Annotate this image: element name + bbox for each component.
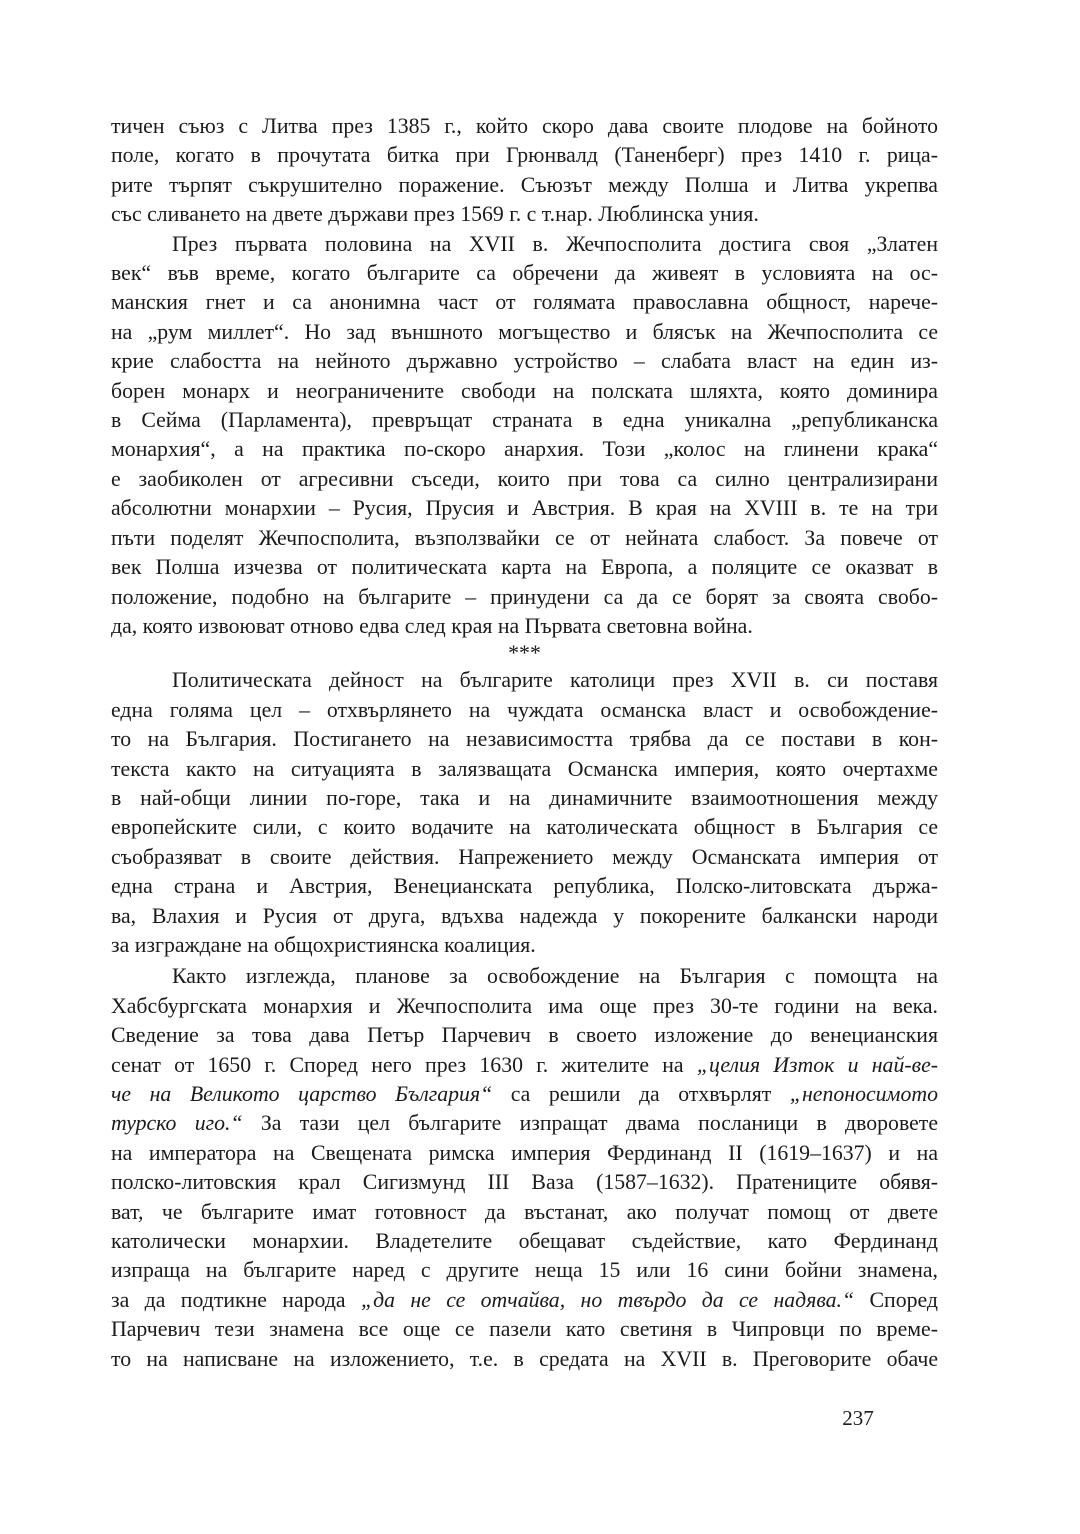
quote-italic: турско иго.“ (111, 1111, 243, 1136)
text-line: век Полша изчезва от политическата карта на Европа, а поляците се оказват в (111, 555, 938, 580)
text-line: то на България. Постигането на независимостта трябва да се постави в кон- (111, 727, 938, 752)
text-line: ват, че българите имат готовност да въстанат, ако получат помощ от двете (111, 1199, 938, 1224)
text-line: то на написване на изложението, т.е. в средата на XVII в. Преговорите обаче (111, 1346, 938, 1371)
text-line: за изграждане на общохристиянска коалиция. (111, 932, 536, 957)
text-line: в Сейма (Парламента), превръщат страната в една уникална „републиканска (111, 408, 938, 433)
quote-italic: „целия Изток и най-ве- (696, 1052, 938, 1077)
text-line: полско-литовския крал Сигизмунд III Ваза (1587–1632). Пратениците обявя- (111, 1170, 938, 1195)
text-line: поле, когато в прочутата битка при Грюнвалд (Таненберг) през 1410 г. рица- (111, 143, 938, 168)
text-line: рите търпят съкрушително поражение. Съюзът между Полша и Литва укрепва (111, 172, 938, 197)
text-line: През първата половина на XVII в. Жечпосполита достига своя „Златен (172, 231, 938, 256)
text-line: католически монархии. Владетелите обещават съдействие, като Фердинанд (111, 1229, 938, 1254)
quote-italic: „непоносимото (789, 1082, 938, 1106)
page-number: 237 (842, 1406, 874, 1430)
text-line: европейските сили, с които водачите на католическата общност в България се (111, 815, 938, 840)
text-line: пъти поделят Жечпосполита, възползвайки се от нейната слабост. За повече от (111, 525, 938, 550)
text-line: на „рум миллет“. Но зад външното могъщество и блясък на Жечпосполита се (111, 319, 938, 344)
text-line: манския гнет и са анонимна част от голямата православна общност, нарече- (111, 290, 938, 315)
text-line: на императора на Свещената римска империя Фердинанд II (1619–1637) и на (111, 1140, 938, 1165)
text-segment: са решили да отхвърлят (492, 1082, 790, 1106)
text-line: абсолютни монархии – Русия, Прусия и Австрия. В края на XVIII в. те на три (111, 496, 938, 521)
text-line: е заобиколен от агресивни съседи, които при това са силно централизирани (111, 466, 938, 491)
text-line: със сливането на двете държави през 1569 г. с т.нар. Люблинска уния. (111, 202, 759, 227)
text-line: Политическата дейност на българите католици през XVII в. си поставя (172, 668, 938, 693)
page-body (111, 112, 938, 1374)
text-line (111, 1286, 938, 1315)
text-line: в най-общи линии по-горе, така и на динамичните взаимоотношения между (111, 785, 938, 810)
text-line: ва, Влахия и Русия от друга, вдъхва надежда у покорените балкански народи (111, 903, 938, 928)
text-line: монархия“, а на практика по-скоро анархия. Този „колос на глинени крака“ (111, 437, 938, 462)
text-line: Парчевич тези знамена все още се пазели като светиня в Чипровци по време- (111, 1317, 938, 1342)
text-segment: За тази цел българите изпращат двама посланици в дворовете (242, 1111, 938, 1136)
text-segment: за да подтикне народа (111, 1287, 361, 1312)
text-segment: Според (854, 1287, 938, 1312)
text-line: Хабсбургската монархия и Жечпосполита има още през 30-те години на века. (111, 993, 938, 1018)
text-line (111, 1109, 938, 1138)
text-line: изпраща на българите наред с другите неща 15 или 16 сини бойни знамена, (111, 1258, 938, 1283)
text-line: една страна и Австрия, Венецианската република, Полско-литовската държа- (111, 874, 938, 899)
section-separator: *** (508, 641, 541, 666)
text-segment: сенат от 1650 г. Според него през 1630 г. жителите на (111, 1052, 697, 1077)
text-line: Сведение за това дава Петър Парчевич в своето изложение до венецианския (111, 1023, 938, 1048)
text-line: Както изглежда, планове за освобождение на България с помощта на (172, 964, 938, 989)
text-line: текста както на ситуацията в залязващата Османска империя, която очертахме (111, 756, 938, 781)
text-line: крие слабостта на нейното държавно устройство – слабата власт на един из- (111, 349, 938, 374)
text-line (111, 1051, 938, 1080)
text-line: тичен съюз с Литва през 1385 г., който скоро дава своите плодове на бойното (111, 114, 938, 138)
text-line: положение, подобно на българите – принудени са да се борят за своята свобо- (111, 584, 938, 609)
text-line (111, 1080, 938, 1109)
text-line: една голяма цел – отхвърлянето на чуждата османска власт и освобождение- (111, 697, 938, 722)
text-line: съобразяват в своите действия. Напрежението между Османската империя от (111, 844, 938, 869)
quote-italic: „да не се отчайва, но твърдо да се надява.“ (360, 1287, 855, 1312)
quote-italic: че на Великото царство България“ (111, 1082, 493, 1106)
text-line: борен монарх и неограничените свободи на полската шляхта, която доминира (111, 378, 938, 403)
text-line: да, която извоюват отново едва след края на Първата световна война. (111, 613, 753, 638)
text-line: век“ във време, когато българите са обречени да живеят в условията на ос- (111, 261, 938, 286)
